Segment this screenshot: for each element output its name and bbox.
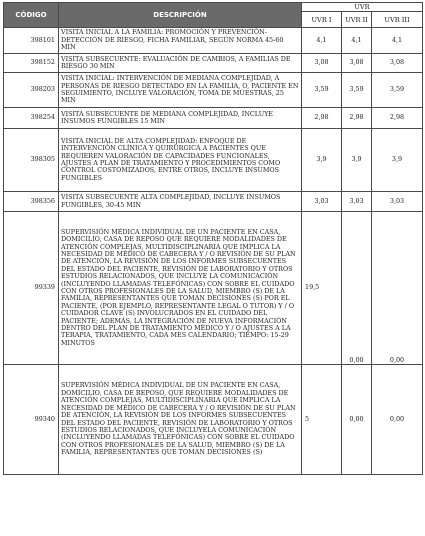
row-description: VISITA INICIAL: INTERVENCIÓN DE MEDIANA COMPLEJIDAD, A PERSONAS DE RIESGO DETECTADO EN LA FAMILIA, O, PACIENTE EN SEGUIMIENTO, INCLUYE VALORACIÓN, TOMA DE MUESTRAS, 25 MIN xyxy=(59,73,302,108)
row-code: 99339 xyxy=(4,212,59,365)
row-code: 398254 xyxy=(4,108,59,129)
row-code: 398356 xyxy=(4,192,59,212)
tariff-table-container xyxy=(3,2,422,475)
row-code: 398101 xyxy=(4,28,59,54)
table-row xyxy=(4,365,423,475)
row-description: VISITA SUBSECUENTE DE MEDIANA COMPLEJIDAD, INCLUYE INSUMOS FUNGIBLES 15 MIN xyxy=(59,108,302,129)
table-row xyxy=(4,129,423,192)
table-row xyxy=(4,212,423,365)
row-code: 99340 xyxy=(4,365,59,475)
row-description: SUPERVISIÓN MÉDICA INDIVIDUAL DE UN PACIENTE EN CASA, DOMICILIO, CASA DE REPOSO, QUE REQUIERE MODALIDADES DE ATENCIÓN COMPLEJAS, MULTIDISCIPLINARIA QUE IMPLICA LA NECESIDAD DE MÉDICO DE CABECERA Y / O REVISIÓN DE SU PLAN DE ATENCIÓN, LA REVISIÓN DE LOS INFORMES SUBSECUENTES DEL ESTADO DEL PACIENTE, REVISIÓN DE LABORATORIO Y OTROS ESTUDIOS RELACIONADOS, QUE INCLUYELA COMUNICACIÓN (INCLUYENDO LLAMADAS TELEFÓNICAS) CON SOBRE EL CUIDADO CON OTROS PROFESIONALES DE LA SALUD, MIEMBRO (S) DE LA FAMILIA, REPRESENTANTES QUE TOMAN DECISIONES (S) xyxy=(59,365,302,475)
row-description: VISITA INICIAL DE ALTA COMPLEJIDAD: ENFOQUE DE INTERVENCIÓN CLÍNICA Y QUIRÚRGICA A PACIENTES QUE REQUIEREN VALORACIÓN DE CAPACIDADES FUNCIONALES, AJUSTES A PLAN DE TRATAMIENTO Y PROCEDIMIENTOS COMO CONTROL COSTOMIZADOS, ENTRE OTROS, INCLUYE INSUMOS FUNGIBLES xyxy=(59,129,302,192)
row-uvr-3: 3,9 xyxy=(372,129,423,192)
table-row xyxy=(4,73,423,108)
header-row-top xyxy=(4,3,423,12)
header-uvr: UVR xyxy=(302,3,423,12)
row-code: 398152 xyxy=(4,54,59,73)
row-uvr-1: 3,9 xyxy=(302,129,342,192)
header-codigo: CÓDIGO xyxy=(4,3,59,28)
table-row xyxy=(4,28,423,54)
row-uvr-2: 0,00 xyxy=(342,365,372,475)
row-uvr-2: 4,1 xyxy=(342,28,372,54)
row-uvr-2: 0,00 xyxy=(342,212,372,365)
header-uvr-3: UVR III xyxy=(372,12,423,28)
row-uvr-3: 3,03 xyxy=(372,192,423,212)
row-uvr-3: 3,59 xyxy=(372,73,423,108)
table-row xyxy=(4,108,423,129)
row-uvr-1: 4,1 xyxy=(302,28,342,54)
row-uvr-1: 5 xyxy=(302,365,342,475)
tariff-table xyxy=(3,2,423,475)
row-description: VISITA SUBSECUENTE ALTA COMPLEJIDAD, INCLUYE INSUMOS FUNGIBLES, 30-45 MIN xyxy=(59,192,302,212)
row-uvr-3: 3,08 xyxy=(372,54,423,73)
header-descripcion: DESCRIPCIÓN xyxy=(59,3,302,28)
row-uvr-2: 3,59 xyxy=(342,73,372,108)
header-uvr-2: UVR II xyxy=(342,12,372,28)
table-row xyxy=(4,192,423,212)
row-description: VISITA SUBSECUENTE: EVALUACIÓN DE CAMBIOS, A FAMILIAS DE RIESGO 30 MIN xyxy=(59,54,302,73)
row-description: SUPERVISIÓN MÉDICA INDIVIDUAL DE UN PACIENTE EN CASA, DOMICILIO, CASA DE REPOSO QUE REQUIERE MODALIDADES DE ATENCIÓN COMPLEJAS, MULTIDISCIPLINARIA QUE IMPLICA LA NECESIDAD DE MÉDICO DE CABECERA Y / O REVISIÓN DE SU PLAN DE ATENCIÓN, LA REVISIÓN DE LOS INFORMES SUBSECUENTES DEL ESTADO DEL PACIENTE, REVISIÓN DE LABORATORIO Y OTROS ESTUDIOS RELACIONADOS, QUE INCLUYE LA COMUNICACIÓN (INCLUYENDO LLAMADAS TELEFÓNICAS) CON SOBRE EL CUIDADO CON OTROS PROFESIONALES DE LA SALUD, MIEMBRO (S) DE LA FAMILIA, REPRESENTANTES QUE TOMAN DECISIONES (S) POR EL PACIENTE, (POR EJEMPLO, REPRESENTANTE LEGAL O TUTOR) Y / O CUIDADOR CLAVE (S) INVOLUCRADOS EN EL CUIDADO DEL PACIENTE; ADEMÁS, LA INTEGRACIÓN DE NUEVA INFORMACIÓN DENTRO DEL PLAN DE TRATAMIENTO MÉDICO Y / O AJUSTES A LA TERAPIA, TRATAMIENTO, CADA MES CALENDARIO; TIEMPO: 15-29 MINUTOS xyxy=(59,212,302,365)
row-uvr-3: 2,98 xyxy=(372,108,423,129)
row-uvr-1: 3,59 xyxy=(302,73,342,108)
row-uvr-1: 19,5 xyxy=(302,212,342,365)
row-uvr-1: 3,08 xyxy=(302,54,342,73)
row-code: 398305 xyxy=(4,129,59,192)
row-uvr-1: 3,03 xyxy=(302,192,342,212)
row-uvr-3: 0,00 xyxy=(372,212,423,365)
header-uvr-1: UVR I xyxy=(302,12,342,28)
row-uvr-2: 3,9 xyxy=(342,129,372,192)
row-code: 398203 xyxy=(4,73,59,108)
row-uvr-3: 4,1 xyxy=(372,28,423,54)
row-description: VISITA INICIAL A LA FAMILIA: PROMOCIÓN Y PREVENCIÓN-DETECCIÓN DE RIESGO, FICHA FAMILIAR, SEGÚN NORMA 45-60 MIN xyxy=(59,28,302,54)
row-uvr-2: 2,98 xyxy=(342,108,372,129)
row-uvr-2: 3,03 xyxy=(342,192,372,212)
row-uvr-3: 0,00 xyxy=(372,365,423,475)
row-uvr-2: 3,08 xyxy=(342,54,372,73)
row-uvr-1: 2,98 xyxy=(302,108,342,129)
table-row xyxy=(4,54,423,73)
